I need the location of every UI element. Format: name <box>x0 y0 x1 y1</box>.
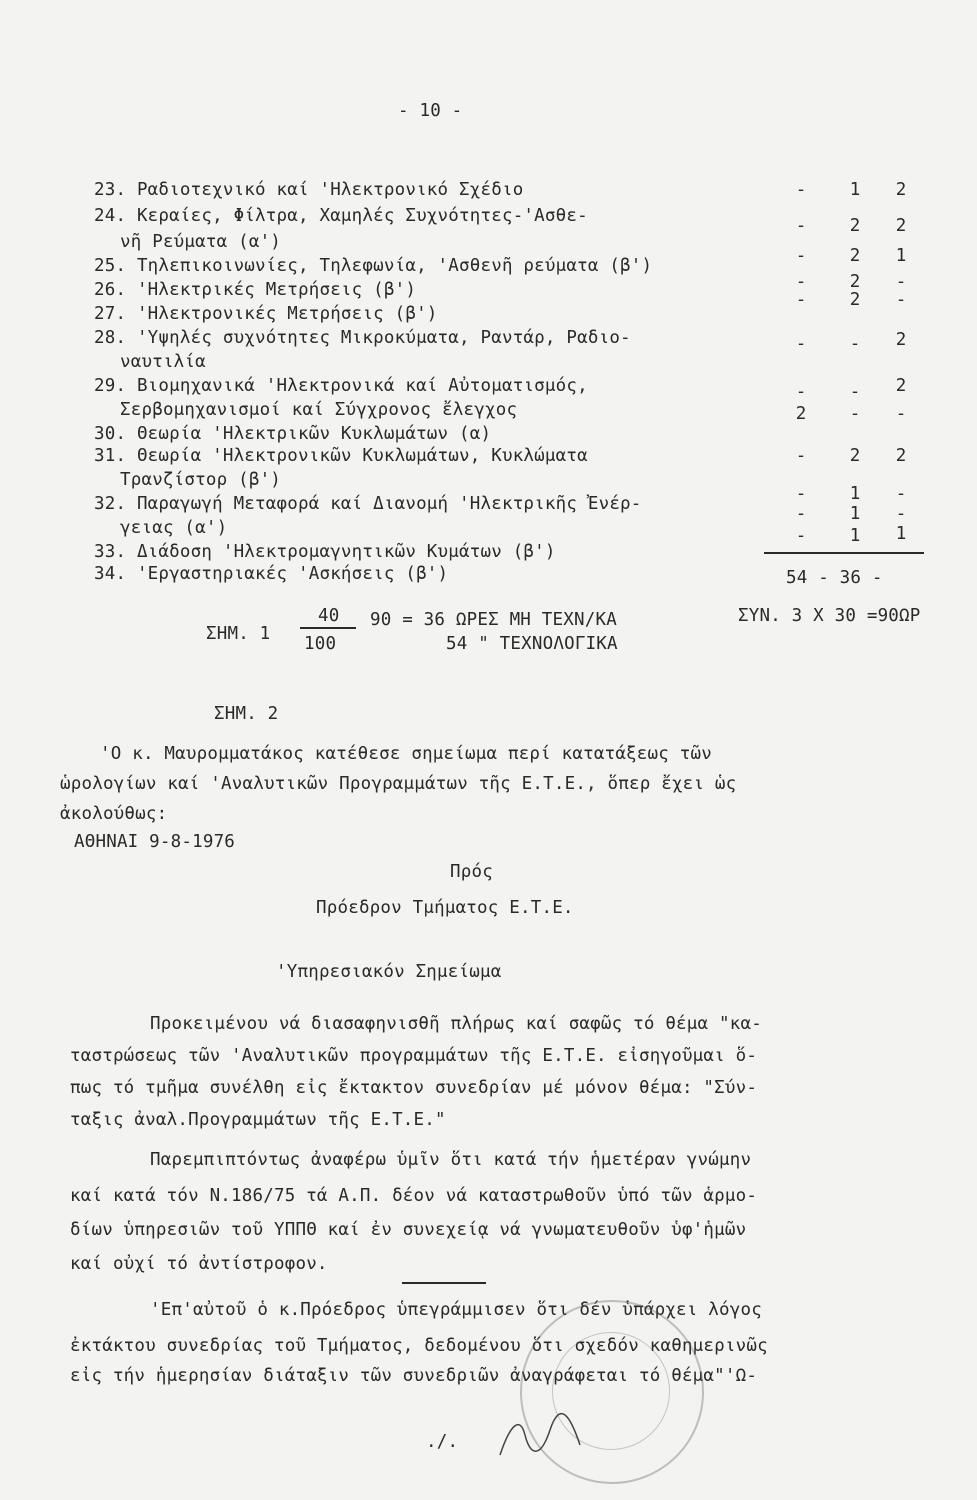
note1-numerator: 40 <box>318 606 340 626</box>
course-col-c: 2 <box>895 180 907 200</box>
closing-line: 'Επ'αὐτοῦ ὁ κ.Πρόεδρος ὑπεγράμμισεν ὅτι δέν ὑπάρχει λόγος <box>150 1300 762 1320</box>
course-col-c: - <box>895 290 907 310</box>
intro-line: ἀκολούθως: <box>60 804 168 824</box>
course-label: 30. Θεωρία 'Ηλεκτρικῶν Κυκλωμάτων (α) <box>94 424 492 444</box>
memo-line: καί κατά τόν Ν.186/75 τά Α.Π. δέον νά καταστρωθοῦν ὑπό τῶν ἁρμο- <box>70 1186 758 1206</box>
course-col-a: - <box>795 484 807 504</box>
course-col-b: - <box>849 334 861 354</box>
memo-line: πως τό τμῆμα συνέλθη εἰς ἔκτακτον συνεδρίαν μέ μόνον θέμα: "Σύν- <box>70 1078 758 1098</box>
course-col-a: - <box>795 526 807 546</box>
course-label: 28. 'Υψηλές συχνότητες Μικροκύματα, Ραντάρ, Ραδιο- <box>94 328 631 348</box>
closing-line: εἰς τήν ἡμερησίαν διάταξιν τῶν συνεδριῶν ἀναγράφεται τό θέμα"'Ω- <box>70 1366 758 1386</box>
course-col-c: - <box>895 272 907 292</box>
course-col-a: - <box>795 180 807 200</box>
course-label: 27. 'Ηλεκτρονικές Μετρήσεις (β') <box>94 304 438 324</box>
course-col-a: - <box>795 334 807 354</box>
memo-line: ταστρώσεως τῶν 'Αναλυτικῶν προγραμμάτων τῆς Ε.Τ.Ε. εἰσηγοῦμαι ὅ- <box>70 1046 758 1066</box>
memo-line: ταξις ἀναλ.Προγραμμάτων τῆς Ε.Τ.Ε." <box>70 1110 446 1130</box>
recipient: Πρόεδρον Τμήματος Ε.Τ.Ε. <box>316 898 574 918</box>
totals: 54 - 36 - <box>786 568 883 588</box>
course-col-b: - <box>849 382 861 402</box>
course-label: ναυτιλία <box>120 352 206 372</box>
memo-line: Παρεμπιπτόντως ἀναφέρω ὑμῖν ὅτι κατά τήν ἡμετέραν γνώμην <box>150 1150 752 1170</box>
course-col-c: 1 <box>895 246 907 266</box>
signature <box>480 1405 600 1465</box>
closing-line: ἐκτάκτου συνεδρίας τοῦ Τμήματος, δεδομένου ὅτι σχεδόν καθημερινῶς <box>70 1336 768 1356</box>
memo-line: καί οὐχί τό ἀντίστροφον. <box>70 1254 328 1274</box>
course-col-c: 2 <box>895 446 907 466</box>
course-col-a: - <box>795 504 807 524</box>
page-number: - 10 - <box>398 101 463 121</box>
course-label: 32. Παραγωγή Μεταφορά καί Διανομή 'Ηλεκτρικῆς Ἐνέρ- <box>94 494 642 514</box>
course-col-b: 2 <box>849 216 861 236</box>
memo-underline <box>402 1282 486 1284</box>
footer-mark: ./. <box>426 1432 459 1452</box>
course-col-a: - <box>795 382 807 402</box>
date-line: ΑΘΗΝΑΙ 9-8-1976 <box>74 832 236 852</box>
course-col-b: 1 <box>849 484 861 504</box>
course-col-a: - <box>795 446 807 466</box>
course-col-b: - <box>849 404 861 424</box>
course-col-c: - <box>895 484 907 504</box>
to-label: Πρός <box>450 862 493 882</box>
course-col-b: 1 <box>849 504 861 524</box>
memo-title: 'Υπηρεσιακόν Σημείωμα <box>276 962 502 982</box>
course-col-c: - <box>895 404 907 424</box>
course-label: 24. Κεραίες, Φίλτρα, Χαμηλές Συχνότητες-'Ασθε- <box>94 206 588 226</box>
course-label: Σερβομηχανισμοί καί Σύγχρονος ἔλεγχος <box>120 400 518 420</box>
course-label: Τρανζίστορ (β') <box>120 470 282 490</box>
course-col-a: - <box>795 290 807 310</box>
intro-line: 'Ο κ. Μαυρομματάκος κατέθεσε σημείωμα περί κατατάξεως τῶν <box>100 744 712 764</box>
course-label: 26. 'Ηλεκτρικές Μετρήσεις (β') <box>94 280 417 300</box>
course-label: 29. Βιομηχανικά 'Ηλεκτρονικά καί Αὐτοματισμός, <box>94 376 588 396</box>
course-label: 34. 'Εργαστηριακές 'Ασκήσεις (β') <box>94 564 449 584</box>
course-label: 31. Θεωρία 'Ηλεκτρονικῶν Κυκλωμάτων, Κυκλώματα <box>94 446 588 466</box>
course-col-a: - <box>795 272 807 292</box>
course-col-b: 2 <box>849 446 861 466</box>
course-col-a: - <box>795 216 807 236</box>
totals-separator <box>764 552 924 554</box>
course-label: γειας (α') <box>120 518 228 538</box>
course-col-b: 1 <box>849 526 861 546</box>
note1-label: ΣΗΜ. 1 <box>206 624 271 644</box>
course-col-c: 2 <box>895 330 907 350</box>
course-col-b: 1 <box>849 180 861 200</box>
course-col-a: 2 <box>795 404 807 424</box>
course-label: 23. Ραδιοτεχνικό καί 'Ηλεκτρονικό Σχέδιο <box>94 180 524 200</box>
note1-denominator: 100 <box>304 634 337 654</box>
course-col-c: 2 <box>895 216 907 236</box>
fraction-bar <box>300 627 356 629</box>
course-col-b: 2 <box>849 272 861 292</box>
intro-line: ὡρολογίων καί 'Αναλυτικῶν Προγραμμάτων τῆς Ε.Τ.Ε., ὅπερ ἔχει ὡς <box>60 774 737 794</box>
course-label: 25. Τηλεπικοινωνίες, Τηλεφωνία, 'Ασθενῆ ρεύματα (β') <box>94 256 653 276</box>
note1-total: ΣΥΝ. 3 Χ 30 =90ΩΡ <box>738 606 921 626</box>
note1-calc: 90 = 36 ΩΡΕΣ ΜΗ ΤΕΧΝ/ΚΑ <box>370 610 617 630</box>
course-col-b: 2 <box>849 246 861 266</box>
course-col-b: 2 <box>849 290 861 310</box>
memo-line: δίων ὑπηρεσιῶν τοῦ ΥΠΠΘ καί ἐν συνεχείᾳ νά γνωματευθοῦν ὑφ'ἡμῶν <box>70 1220 747 1240</box>
note1-line2: 54 " ΤΕΧΝΟΛΟΓΙΚΑ <box>446 634 618 654</box>
course-col-c: 2 <box>895 376 907 396</box>
course-label: νῆ Ρεύματα (α') <box>120 232 282 252</box>
course-label: 33. Διάδοση 'Ηλεκτρομαγνητικῶν Κυμάτων (β') <box>94 542 556 562</box>
course-col-a: - <box>795 246 807 266</box>
course-col-c: - <box>895 504 907 524</box>
note2-label: ΣΗΜ. 2 <box>214 704 279 724</box>
memo-line: Προκειμένου νά διασαφηνισθῆ πλήρως καί σαφῶς τό θέμα "κα- <box>150 1014 762 1034</box>
course-col-c: 1 <box>895 524 907 544</box>
